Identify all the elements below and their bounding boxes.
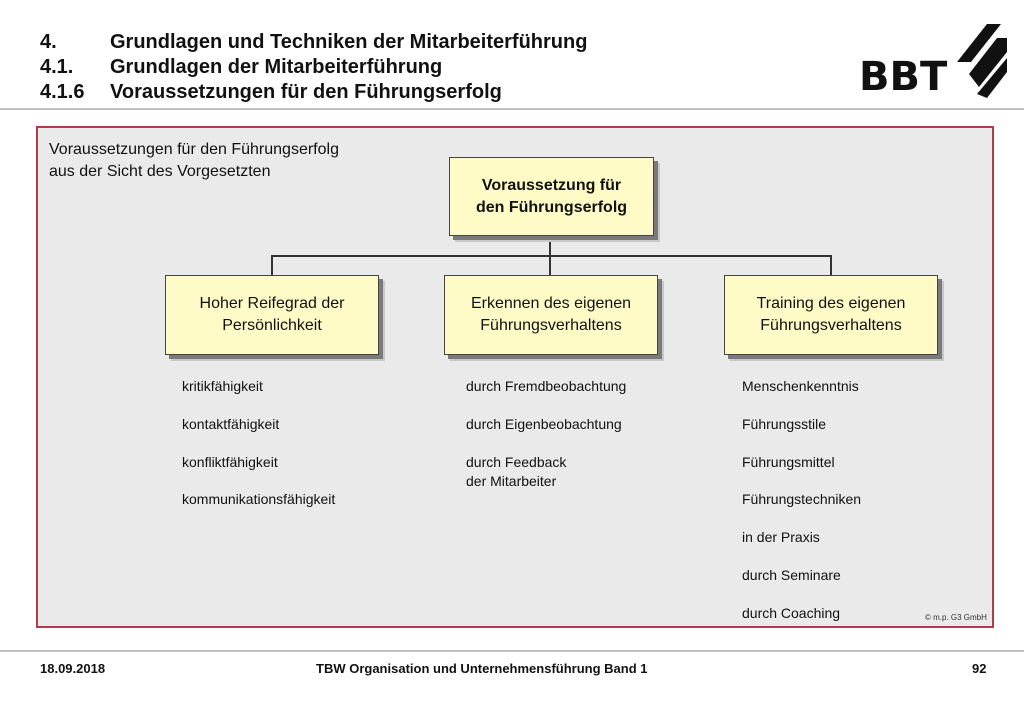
list-item: kritikfähigkeit: [182, 378, 263, 394]
intro-line: Voraussetzungen für den Führungserfolg: [49, 141, 339, 158]
list-item: kontaktfähigkeit: [182, 416, 280, 432]
list-item: der Mitarbeiter: [466, 473, 557, 489]
heading-text: Grundlagen der Mitarbeiterführung: [110, 56, 443, 78]
connector-horizontal: [271, 255, 832, 257]
box-label-line: Führungsverhaltens: [760, 317, 902, 334]
list-item: durch Fremdbeobachtung: [466, 378, 627, 394]
heading-text: Grundlagen und Techniken der Mitarbeiterführung: [110, 31, 588, 53]
footer-date: 18.09.2018: [40, 661, 106, 676]
heading-text: Voraussetzungen für den Führungserfolg: [110, 81, 502, 103]
heading-number: 4.1.6: [40, 81, 85, 103]
box-label-line: Führungsverhaltens: [480, 317, 622, 334]
box-label-line: Hoher Reifegrad der: [199, 295, 345, 312]
list-item: konfliktfähigkeit: [182, 454, 278, 470]
list-item: Führungsstile: [742, 416, 827, 432]
footer-divider: [0, 650, 1024, 652]
branch-box-erkennen: [444, 275, 658, 355]
connector-root: [549, 236, 551, 256]
box-label-line: den Führungserfolg: [475, 198, 628, 216]
header-divider: [0, 108, 1024, 110]
heading-number: 4.: [40, 31, 57, 53]
list-item: Menschenkenntnis: [742, 378, 859, 394]
branch-box-reifegrad: [165, 275, 379, 355]
intro-line: aus der Sicht des Vorgesetzten: [49, 163, 271, 180]
connector-branch-1: [271, 255, 273, 276]
list-item: durch Feedback: [466, 454, 567, 470]
list-item: Führungsmittel: [742, 454, 835, 470]
box-label-line: Training des eigenen: [756, 295, 906, 312]
footer-title: TBW Organisation und Unternehmensführung Band 1: [316, 661, 648, 676]
box-label-line: Persönlichkeit: [222, 317, 322, 334]
list-item: in der Praxis: [742, 529, 820, 545]
box-label-line: Voraussetzung für: [481, 176, 622, 194]
list-item: durch Coaching: [742, 605, 841, 621]
page-number: 92: [972, 661, 987, 676]
box-label-line: Erkennen des eigenen: [470, 295, 632, 312]
bbt-logo: [857, 22, 1007, 102]
diagram-intro: [49, 139, 339, 183]
root-box: [449, 157, 654, 236]
list-item: durch Eigenbeobachtung: [466, 416, 622, 432]
connector-branch-3: [830, 255, 832, 276]
logo-text: BBT: [859, 54, 948, 100]
connector-branch-2: [549, 255, 551, 276]
copyright-note: © m.p. G3 GmbH: [925, 613, 987, 622]
branch-box-training: [724, 275, 938, 355]
heading-number: 4.1.: [40, 56, 74, 78]
list-item: durch Seminare: [742, 567, 841, 583]
list-item: Führungstechniken: [742, 491, 862, 507]
list-item: kommunikationsfähigkeit: [182, 491, 336, 507]
